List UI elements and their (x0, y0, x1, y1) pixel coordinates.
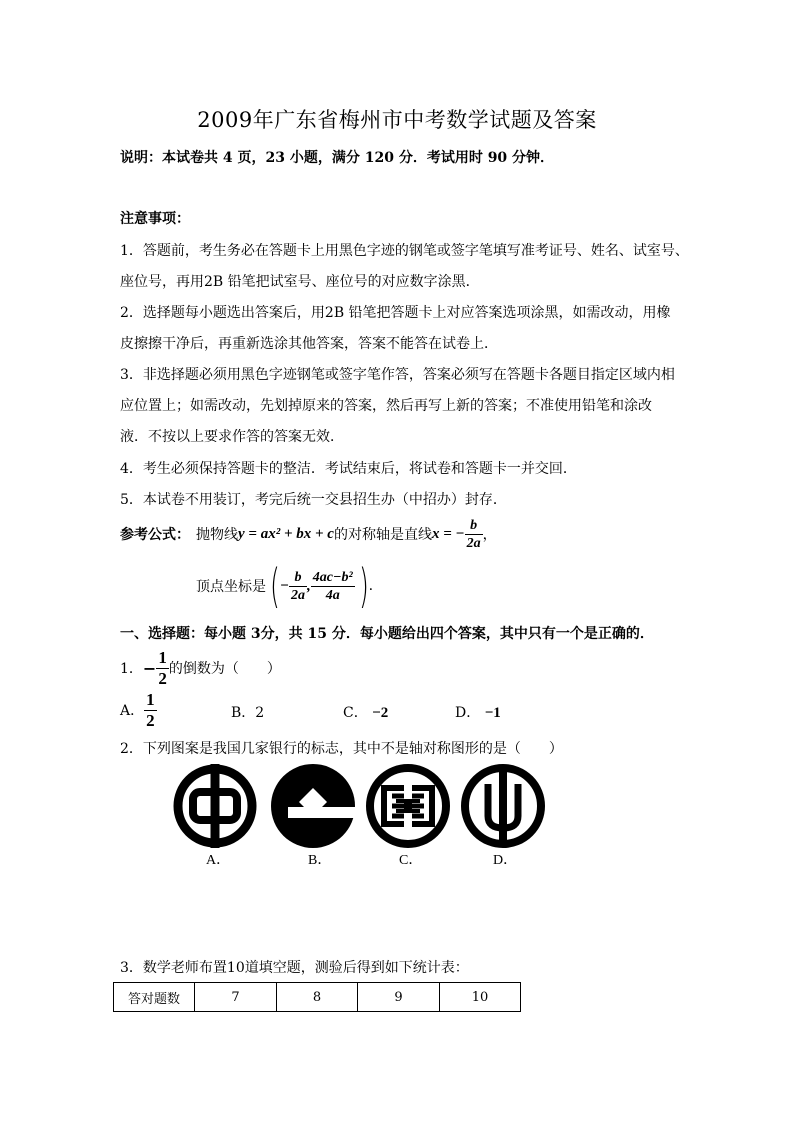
vertex-x-fraction (289, 569, 307, 604)
minus-sign: − (142, 658, 157, 678)
notice-line: 座位号，再用2B 铅笔把试室号、座位号的对应数字涂黑． (120, 274, 480, 290)
minus-sign: − (279, 577, 290, 594)
statistics-table (113, 982, 521, 1012)
section-heading: 一、选择题：每小题 3分，共 15 分．每小题给出四个答案，其中只有一个是正确的． (120, 626, 654, 642)
formula-text: 的对称轴是直线 (333, 527, 432, 543)
exam-instructions: 说明：本试卷共 4 页，23 小题，满分 120 分．考试用时 90 分钟． (120, 150, 555, 166)
table-cell: 8 (277, 983, 358, 1012)
question-number: 1． (120, 661, 143, 677)
bank-of-china-logo (178, 764, 252, 848)
table-row (114, 983, 521, 1012)
fraction-denominator: 2a (466, 535, 481, 551)
parabola-equation: y = ax² + bx + c (238, 525, 334, 542)
logo-label-c: C． (399, 853, 423, 868)
notice-line: 2．选择题每小题选出答案后，用2B 铅笔把答题卡上对应答案选项涂黑，如需改动，用橡 (120, 305, 671, 321)
logo-label-d: D． (493, 853, 518, 868)
option-value: −1 (484, 705, 501, 721)
formula-label: 参考公式： (120, 527, 190, 543)
option-d[interactable] (455, 702, 501, 722)
notice-line: 5．本试卷不用装订，考完后统一交县招生办（中招办）封存． (120, 492, 507, 508)
option-label: C． (343, 705, 368, 721)
right-paren: ) (358, 559, 369, 613)
vertex-label: 顶点坐标是 (196, 579, 266, 595)
fraction-numerator: 1 (146, 689, 155, 709)
table-cell: 10 (440, 983, 521, 1012)
question-1 (120, 648, 281, 688)
vertex-formula (196, 559, 374, 613)
fraction-numerator: b (470, 517, 478, 533)
notices-heading: 注意事项： (120, 211, 190, 227)
notice-line: 4．考生必须保持答题卡的整洁．考试结束后，将试卷和答题卡一并交回． (120, 461, 577, 477)
option-b[interactable]: B．2 (231, 705, 265, 721)
notice-line: 皮擦擦干净后，再重新选涂其他答案，答案不能答在试卷上． (120, 336, 498, 352)
logo-label-b: B． (308, 853, 332, 868)
fraction-numerator: 4ac−b² (312, 569, 353, 585)
notice-line: 1．答题前，考生务必在答题卡上用黑色字迹的钢笔或签字笔填写准考证号、姓名、试室号、 (120, 243, 689, 259)
option-c[interactable] (343, 702, 388, 722)
bank-logos (170, 764, 550, 848)
formula-text: 抛物线 (196, 527, 238, 543)
left-paren: ( (270, 559, 280, 613)
reference-formula (120, 514, 497, 554)
option-a[interactable] (120, 690, 157, 730)
fraction-denominator: 2a (291, 587, 306, 603)
page-title: 2009年广东省梅州市中考数学试题及答案 (197, 108, 597, 132)
axis-fraction (465, 517, 483, 552)
table-cell: 9 (358, 983, 440, 1012)
table-cell: 7 (195, 983, 277, 1012)
notice-line: 3．非选择题必须用黑色字迹钢笔或签字笔作答，答案必须写在答题卡各题目指定区域内相 (120, 367, 675, 383)
option-label: D． (455, 705, 481, 721)
vertex-y-fraction (311, 569, 355, 604)
question-text: 的倒数为（ ） (168, 661, 281, 677)
notice-line: 应位置上；如需改动，先划掉原来的答案，然后再写上新的答案；不准使用铅笔和涂改 (120, 398, 652, 414)
notice-line: 液．不按以上要求作答的答案无效． (120, 429, 344, 445)
vertex-end: . (368, 578, 374, 594)
comma-separator: , (307, 577, 311, 594)
fraction-denominator: 4a (311, 586, 355, 604)
option-a-fraction (144, 690, 157, 731)
table-header-cell: 答对题数 (114, 983, 195, 1012)
option-label: A． (120, 703, 145, 719)
icbc-logo (370, 768, 446, 844)
question-2: 2．下列图案是我国几家银行的标志，其中不是轴对称图形的是（ ） (120, 741, 563, 757)
question-3: 3．数学老师布置10道填空题，测验后得到如下统计表： (120, 960, 469, 976)
logo-label-a: A． (206, 853, 231, 868)
q1-fraction (156, 648, 169, 689)
fraction-denominator: 2 (158, 668, 167, 688)
construction-bank-logo (271, 764, 358, 848)
axis-equation: x = − (431, 525, 465, 542)
fraction-numerator: b (294, 569, 302, 585)
agricultural-bank-logo (465, 768, 541, 844)
fraction-numerator: 1 (158, 647, 167, 667)
option-value: −2 (372, 705, 389, 721)
fraction-denominator: 2 (146, 710, 155, 730)
formula-comma: ， (482, 527, 497, 543)
